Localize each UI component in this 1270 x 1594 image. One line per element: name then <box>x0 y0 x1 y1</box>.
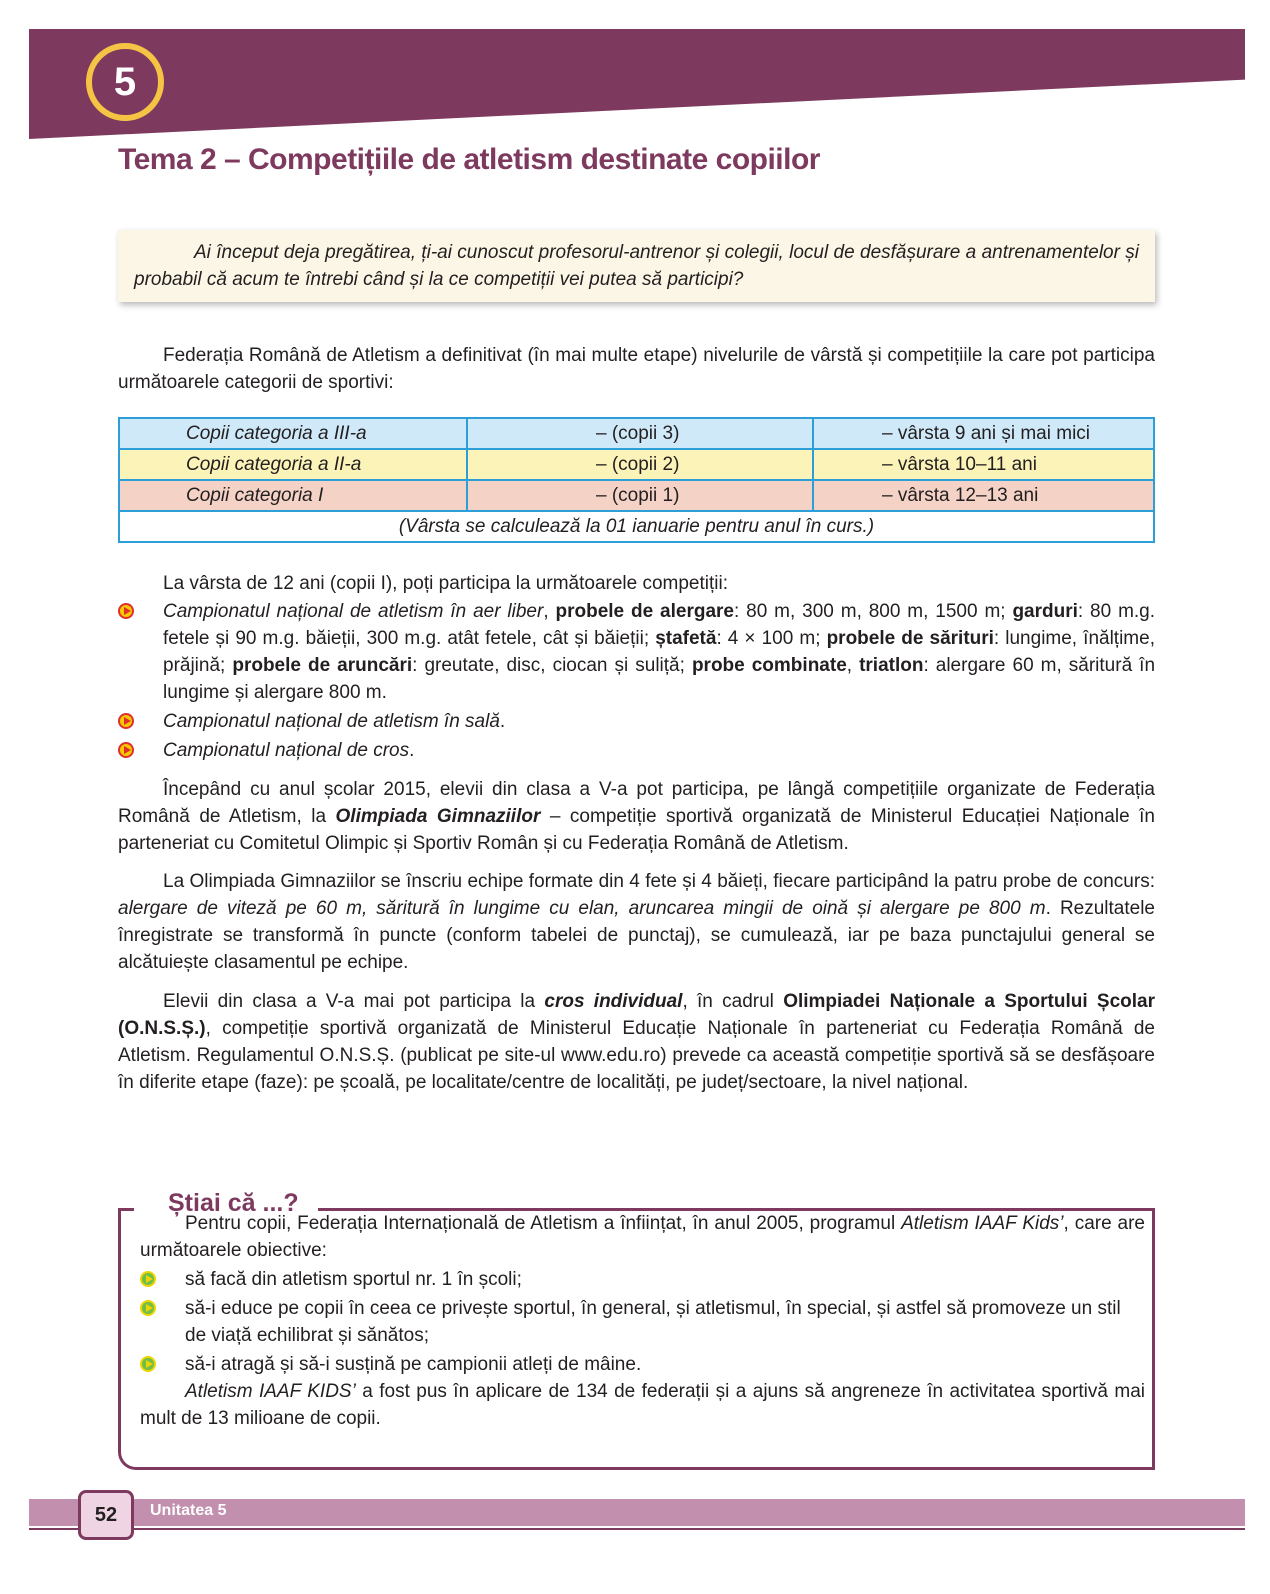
table-row <box>119 418 1154 449</box>
list-item <box>140 1351 1145 1378</box>
onss-name: Olimpiadei Naționale a Sportului Școlar (O.N.S.Ș.) <box>118 991 1155 1039</box>
paragraph-olimpiada-format <box>118 868 1155 976</box>
event-label: garduri <box>1012 601 1078 622</box>
list-item: Campionatul național de atletism în sală. <box>118 708 1155 735</box>
arrow-bullet-icon <box>118 742 134 758</box>
event-text: : 80 m, 300 m, 800 m, 1500 m; <box>734 601 1013 622</box>
paragraph-age-levels: Federația Română de Atletism a definitivat (în mai multe etape) nivelurile de vârstă și competițiile la care pot participa următoarele categorii de sportivi: <box>118 345 1155 393</box>
competition-name: Campionatul național de cros <box>163 740 410 761</box>
category-cell: Copii categoria a III-a <box>119 418 467 449</box>
footer-rule <box>29 1528 1245 1530</box>
paragraph-olimpiada <box>118 776 1155 857</box>
code-cell: – (copii 3) <box>467 418 813 449</box>
intro-callout <box>118 230 1155 302</box>
table-note: (Vârsta se calculează la 01 ianuarie pentru anul în curs.) <box>119 511 1154 542</box>
unit-number-badge: 5 <box>86 43 164 121</box>
list-item <box>140 1295 1145 1349</box>
event-text: : lungime, înălțime, prăjină; <box>163 628 1155 676</box>
age-cell: – vârsta 10–11 ani <box>813 449 1154 480</box>
event-label: probele de sărituri <box>826 628 994 649</box>
event-label: triatlon <box>859 655 924 676</box>
olimpiada-name: Olimpiada Gimnaziilor <box>335 806 541 827</box>
text-span: La Olimpiada Gimnaziilor se înscriu echipe formate din 4 fete și 4 băieți, fiecare participând la patru probe de concurs: <box>163 871 1155 892</box>
event-text: , <box>846 655 860 676</box>
text-span: Pentru copii, Federația Internațională de Atletism a înființat, în anul 2005, programul <box>185 1213 902 1234</box>
code-cell: – (copii 2) <box>467 449 813 480</box>
event-text: : 4 × 100 m; <box>716 628 827 649</box>
unit-label: Unitatea 5 <box>150 1502 227 1519</box>
events-list: alergare de viteză pe 60 m, săritură în lungime cu elan, aruncarea mingii de oină și alergare pe 800 m <box>118 898 1046 919</box>
code-cell: – (copii 1) <box>467 480 813 511</box>
list-item: Campionatul național de atletism în aer liber, probele de alergare: 80 m, 300 m, 800 m, 1500 m; garduri: 80 m.g. fetele și 90 m.g. băieții, 300 m.g. atât fetele, cât și băieții; ștafetă: 4 × 100 m; probele de sărituri: lungime, înălțime, prăjină; probele de aruncări: greutate, disc, ciocan și suliță; probe combinate, triatlon: alergare 60 m, săritură în lungime și alergare 800 m. <box>118 598 1155 706</box>
paragraph-competitions-intro: La vârsta de 12 ani (copii I), poți participa la următoarele competiții: <box>163 573 728 594</box>
text-span: – competiție sportivă organizată de Ministerul Educației Naționale în parteneriat cu Comitetul Olimpic și Sportiv Român și cu Federația Română de Atletism. <box>118 806 1155 854</box>
page-title: Tema 2 – Competițiile de atletism destinate copiilor <box>118 143 820 176</box>
event-text: : 80 m.g. fetele și 90 m.g. băieții, 300 m.g. atât fetele, cât și băieții; <box>163 601 1156 649</box>
age-category-table <box>118 417 1155 543</box>
arrow-bullet-icon <box>118 603 134 619</box>
age-cell: – vârsta 12–13 ani <box>813 480 1154 511</box>
competition-name: Campionatul național de atletism în sală <box>163 711 500 732</box>
did-you-know-intro <box>140 1210 1145 1264</box>
event-label: probele de alergare <box>555 601 734 622</box>
arrow-bullet-icon <box>140 1271 156 1287</box>
table-row <box>119 480 1154 511</box>
did-you-know-outro <box>140 1378 1145 1432</box>
category-cell: Copii categoria a II-a <box>119 449 467 480</box>
page-number: 52 <box>78 1490 134 1540</box>
text-span: Începând cu anul școlar 2015, elevii din clasa a V-a pot participa, pe lângă competițiile organizate de Federația Română de Atletism, la <box>118 779 1155 827</box>
text-span: , în cadrul <box>682 991 784 1012</box>
objective-text: să-i educe pe copii în ceea ce privește sportul, în general, și atletismul, în special, și astfel să promoveze un stil de viață echilibrat și sănătos; <box>185 1298 1121 1346</box>
event-label: probe combinate <box>691 655 847 676</box>
event-label: ștafetă <box>655 628 717 649</box>
table-note-row <box>119 511 1154 542</box>
table-row <box>119 449 1154 480</box>
objective-text: să-i atragă și să-i susțină pe campionii atleți de mâine. <box>185 1354 642 1375</box>
arrow-bullet-icon <box>118 713 134 729</box>
text-span: . Rezultatele înregistrate se transformă în puncte (conform tabelei de punctaj), se cumulează, iar pe baza punctajului general se alcătuiește clasamentul pe echipe. <box>118 898 1156 973</box>
text-span: , care are următoarele obiective: <box>140 1213 1146 1261</box>
competition-name: Campionatul național de atletism în aer liber <box>163 601 544 622</box>
text-span: , competiție sportivă organizată de Ministerul Educație Naționale în parteneriat cu Federația Română de Atletism. Regulamentul O.N.S.Ș. (publicat pe site-ul www.edu.ro) prevede ca această competiție sportivă să se desfășoare în diferite etape (faze): pe școală, pe localitate/centre de localități, pe județ/sectoare, la nivel național. <box>118 1018 1155 1093</box>
arrow-bullet-icon <box>140 1356 156 1372</box>
objectives-list <box>140 1266 1145 1378</box>
intro-text: Ai început deja pregătirea, ți-ai cunoscut profesorul-antrenor și colegii, locul de desfășurare a antrenamentelor și probabil că acum te întrebi când și la ce competiții vei putea să participi? <box>134 242 1139 290</box>
program-name: Atletism IAAF KIDS’ <box>185 1381 356 1402</box>
event-text: : alergare 60 m, săritură în lungime și alergare 800 m. <box>163 655 1156 703</box>
header-band <box>29 29 1245 139</box>
list-item: Campionatul național de cros. <box>118 737 1155 764</box>
cros-label: cros individual <box>544 991 683 1012</box>
program-name: Atletism IAAF Kids’ <box>901 1213 1064 1234</box>
event-label: probele de aruncări <box>232 655 413 676</box>
text-span: Elevii din clasa a V-a mai pot participa la <box>163 991 545 1012</box>
arrow-bullet-icon <box>140 1300 156 1316</box>
list-item <box>140 1266 1145 1293</box>
paragraph-onss <box>118 988 1155 1096</box>
category-cell: Copii categoria I <box>119 480 467 511</box>
did-you-know-title: Știai că ...? <box>168 1189 299 1217</box>
competitions-list <box>118 598 1155 764</box>
age-cell: – vârsta 9 ani și mai mici <box>813 418 1154 449</box>
objective-text: să facă din atletism sportul nr. 1 în școli; <box>185 1269 522 1290</box>
text-span: a fost pus în aplicare de 134 de federații și a ajuns să angreneze în activitatea sportivă mai mult de 13 milioane de copii. <box>140 1381 1145 1429</box>
event-text: : greutate, disc, ciocan și suliță; <box>412 655 692 676</box>
